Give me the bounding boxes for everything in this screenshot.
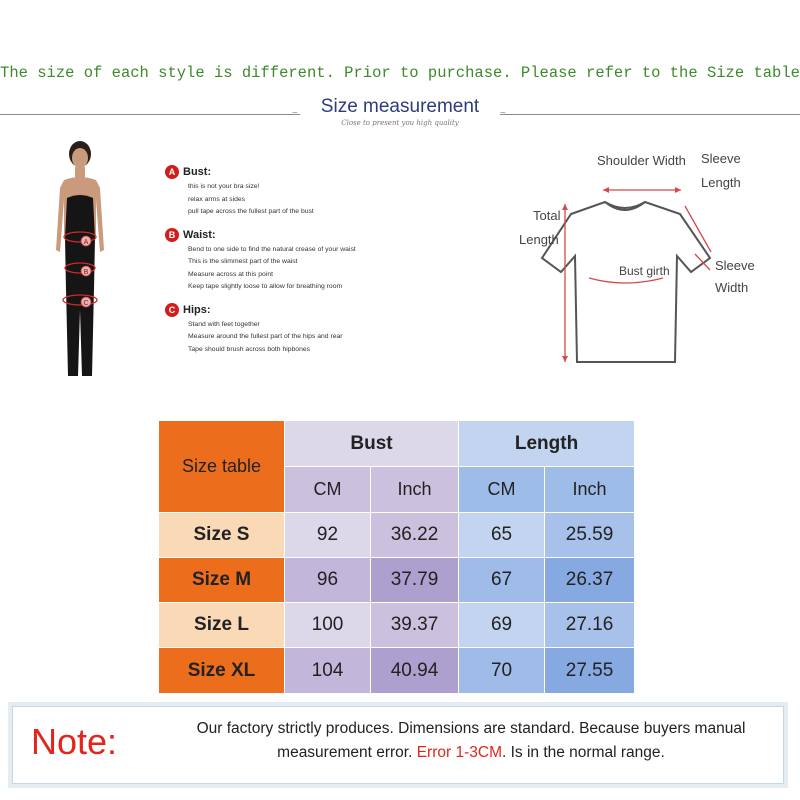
section-title-block xyxy=(0,92,800,132)
label-total-length-1: Total xyxy=(533,208,561,223)
label-total-length-2: Length xyxy=(519,232,559,247)
guide-bust xyxy=(165,165,425,219)
note-text xyxy=(171,717,771,765)
section-subtitle: Close to present you high quality xyxy=(341,119,459,127)
length-cm-cell: 70 xyxy=(459,648,545,694)
note-line-2-end: . Is in the normal range. xyxy=(501,744,665,761)
bust-cm-cell: 104 xyxy=(285,648,371,694)
guide-line: Bend to one side to find the natural crease of your waist xyxy=(188,245,356,253)
bust-cm-cell: 96 xyxy=(285,558,371,603)
tshirt-diagram-icon xyxy=(505,140,775,380)
size-label: Size S xyxy=(159,513,285,558)
label-sleeve-length-1: Sleeve xyxy=(701,151,741,166)
length-inch-cell: 26.37 xyxy=(545,558,635,603)
guide-line: Measure across at this point xyxy=(188,270,274,278)
guide-waist-label: Waist: xyxy=(183,228,216,241)
table-row xyxy=(159,648,635,694)
guide-line: Tape should brush across both hipbones xyxy=(188,345,311,353)
label-sleeve-length-2: Length xyxy=(701,175,741,190)
note-line-2-start: measurement error. xyxy=(277,744,413,761)
size-label: Size M xyxy=(159,558,285,603)
woman-figure-icon xyxy=(40,140,120,378)
bust-cm-cell: 100 xyxy=(285,603,371,648)
note-line-1: Our factory strictly produces. Dimensions are standard. Because buyers manual xyxy=(196,720,746,737)
column-header-length-inch: Inch xyxy=(545,467,635,513)
guide-line: This is the slimmest part of the waist xyxy=(188,258,298,265)
badge-b-icon: B xyxy=(165,228,179,242)
label-sleeve-width-2: Width xyxy=(715,280,749,295)
note-box xyxy=(12,706,784,784)
column-header-length-cm: CM xyxy=(459,467,545,513)
guide-line: relax arms at sides xyxy=(188,195,246,203)
flourish-right-icon: ~ xyxy=(500,108,506,119)
guide-line: pull tape across the fullest part of the bust xyxy=(188,208,314,215)
table-row xyxy=(159,603,635,648)
badge-a-icon: A xyxy=(165,165,179,179)
label-bust-girth: Bust girth xyxy=(619,264,670,278)
label-sleeve-width-1: Sleeve xyxy=(715,258,755,273)
length-cm-cell: 69 xyxy=(459,603,545,648)
size-table-corner: Size table xyxy=(159,421,285,513)
label-shoulder-width: Shoulder Width xyxy=(597,153,686,168)
badge-c-icon: C xyxy=(165,303,179,317)
table-row xyxy=(159,558,635,603)
note-label: Note: xyxy=(31,721,118,762)
bust-inch-cell: 40.94 xyxy=(371,648,459,694)
length-inch-cell: 27.55 xyxy=(545,648,635,694)
bust-inch-cell: 36.22 xyxy=(371,513,459,558)
guide-hips xyxy=(165,303,425,357)
guide-hips-label: Hips: xyxy=(183,303,211,316)
table-row xyxy=(159,513,635,558)
size-notice-banner: The size of each style is different. Prior to purchase. Please refer to the Size table xyxy=(0,64,800,82)
guide-bust-label: Bust: xyxy=(183,166,212,178)
guide-line: Measure around the fullest part of the hips and rear xyxy=(188,333,343,340)
measurement-guide xyxy=(165,165,425,365)
bust-inch-cell: 37.79 xyxy=(371,558,459,603)
bust-cm-cell: 92 xyxy=(285,513,371,558)
mark-b: B xyxy=(83,269,89,276)
section-title: Size measurement xyxy=(320,96,480,117)
note-line-2 xyxy=(171,741,771,765)
guide-waist xyxy=(165,228,425,294)
column-group-length: Length xyxy=(459,421,635,467)
column-group-bust: Bust xyxy=(285,421,459,467)
length-inch-cell: 25.59 xyxy=(545,513,635,558)
size-label: Size L xyxy=(159,603,285,648)
size-table xyxy=(158,420,635,694)
mark-a: A xyxy=(83,239,89,246)
length-cm-cell: 67 xyxy=(459,558,545,603)
guide-line: this is not your bra size! xyxy=(188,183,260,190)
mark-c: C xyxy=(83,300,89,307)
length-cm-cell: 65 xyxy=(459,513,545,558)
note-error-range: Error 1-3CM xyxy=(416,744,502,761)
bust-inch-cell: 39.37 xyxy=(371,603,459,648)
length-inch-cell: 27.16 xyxy=(545,603,635,648)
guide-line: Keep tape slightly loose to allow for breathing room xyxy=(188,283,343,290)
guide-line: Stand with feet together xyxy=(188,320,260,328)
flourish-left-icon: ~ xyxy=(292,108,298,119)
column-header-bust-inch: Inch xyxy=(371,467,459,513)
column-header-bust-cm: CM xyxy=(285,467,371,513)
size-label: Size XL xyxy=(159,648,285,694)
